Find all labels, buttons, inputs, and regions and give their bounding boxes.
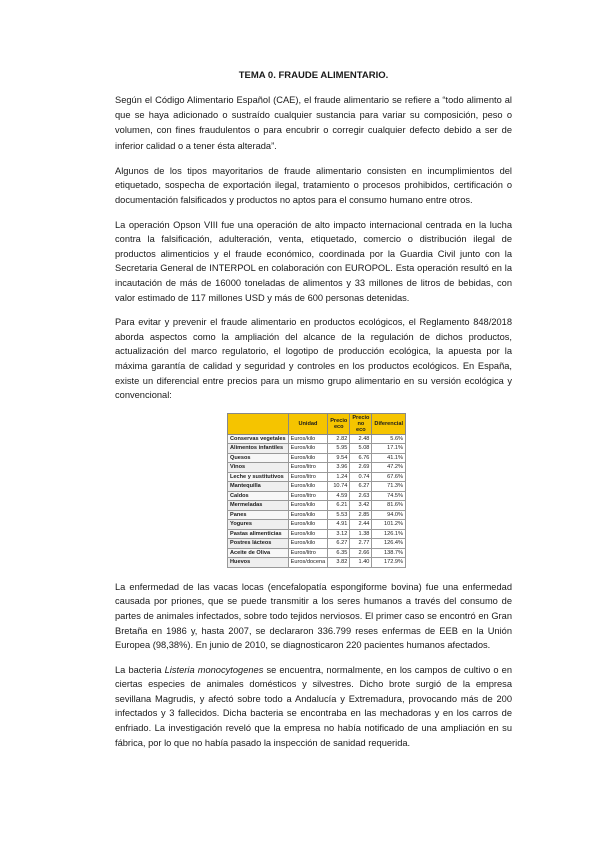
table-cell: Yogures [228,520,289,530]
table-row [228,548,406,558]
table-cell: Mermeladas [228,501,289,511]
table-cell: 2.77 [350,539,372,549]
table-row [228,529,406,539]
table-cell: 10.74 [328,482,350,492]
table-cell: Euros/kilo [288,482,328,492]
paragraph-definition: Según el Código Alimentario Español (CAE), el fraude alimentario se refiere a “todo alimento al que se haya adicionado o sustraído cualquier sustancia para variar su composición, peso o volumen, con fines fraudulentos o para encubrir o corregir cualquier defecto debido a ser de inferior calidad o a tener ésta alterada”. [115,95,512,151]
table-cell: Vinos [228,463,289,473]
paragraph-listeria [115,663,512,751]
table-cell: 6.27 [350,482,372,492]
table-cell: Euros/kilo [288,434,328,444]
table-cell: 17.1% [372,444,406,454]
table-cell: Euros/kilo [288,539,328,549]
table-cell: Panes [228,510,289,520]
table-body [228,434,406,567]
table-row [228,510,406,520]
table-row [228,463,406,473]
table-header-cell: Diferencial [372,413,406,434]
table-header-cell: Unidad [288,413,328,434]
table-cell: 172.9% [372,558,406,568]
table-cell: 2.69 [350,463,372,473]
table-header-cell: Precio eco [328,413,350,434]
table-cell: 3.12 [328,529,350,539]
table-cell: Euros/kilo [288,510,328,520]
table-cell: Euros/docena [288,558,328,568]
price-table-wrapper [227,413,402,568]
table-cell: 2.82 [328,434,350,444]
table-row [228,491,406,501]
table-cell: 67.6% [372,472,406,482]
table-row [228,434,406,444]
table-cell: Euros/litro [288,491,328,501]
table-cell: Leche y sustitutivos [228,472,289,482]
table-cell: 71.3% [372,482,406,492]
table-cell: 2.48 [350,434,372,444]
table-cell: 6.76 [350,453,372,463]
table-cell: 3.96 [328,463,350,473]
table-cell: 101.2% [372,520,406,530]
table-cell: 1.24 [328,472,350,482]
table-cell: Alimentos infantiles [228,444,289,454]
paragraph-types: Algunos de los tipos mayoritarios de fraude alimentario consisten en incumplimientos del etiquetado, sospecha de exportación ilegal, tratamiento o procesos prohibidos, certificación o documentación falsificados y productos no aptos para el consumo humano entre otros. [115,165,512,205]
table-cell: 3.82 [328,558,350,568]
table-cell: 4.59 [328,491,350,501]
paragraph-mad-cow: La enfermedad de las vacas locas (encefalopatía espongiforme bovina) fue una enfermedad causada por priones, que se puede transmitir a los seres humanos a través del consumo de partes de animales infectados, sobre todo tejidos nerviosos. El primer caso se encontró en Gran Bretaña en 1986 y, hasta 2007, se declararon 336.799 reses enfermas de EEB en la Unión Europea (98,38%). En junio de 2010, se diagnosticaron 220 pacientes humanos afectados. [115,581,512,651]
table-cell: 6.21 [328,501,350,511]
table-cell: Quesos [228,453,289,463]
table-row [228,444,406,454]
table-cell: Euros/kilo [288,444,328,454]
table-cell: 1.40 [350,558,372,568]
table-header-cell: Precio no eco [350,413,372,434]
table-cell: Euros/litro [288,463,328,473]
table-cell: 5.53 [328,510,350,520]
listeria-text-after: se encuentra, normalmente, en los campos de cultivo o en ciertas especies de animales domésticos y silvestres. Dicho brote surgió de la empresa sevillana Magrudis, y afectó sobre todo a Andalucía y Extremadura, provocando más de 200 infectados y 3 fallecidos. Dicha bacteria se encontraba en las mechadoras y en los carros de enfriado. La investigación reveló que la empresa no había notificado de una ampliación en su fábrica, por lo que no había pasado la inspección de sanidad requerida. [115,664,512,748]
table-cell: 1.38 [350,529,372,539]
page-title: TEMA 0. FRAUDE ALIMENTARIO. [238,70,389,81]
table-row [228,558,406,568]
table-cell: 47.2% [372,463,406,473]
table-row [228,501,406,511]
table-cell: 74.5% [372,491,406,501]
table-cell: 6.35 [328,548,350,558]
table-row [228,520,406,530]
table-cell: Caldos [228,491,289,501]
table-cell: 138.7% [372,548,406,558]
table-cell: 9.54 [328,453,350,463]
table-cell: Euros/litro [288,472,328,482]
table-cell: 5.95 [328,444,350,454]
table-cell: 4.91 [328,520,350,530]
paragraph-opson: La operación Opson VIII fue una operación de alto impacto internacional centrada en la lucha contra la falsificación, adulteración, venta, etiquetado, comercio o distribución ilegal de productos alimenticios y el fraude económico, coordinada por la Guardia Civil junto con la Secretaria General de INTERPOL en colaboración con EUROPOL. Esta operación resultó en la incautación de más de 16000 toneladas de alimentos y 33 millones de litros de bebidas, con valor estimado de 117 millones USD y más de 600 personas detenidas. [115,219,512,303]
table-cell: Pastas alimenticias [228,529,289,539]
table-cell: 2.44 [350,520,372,530]
table-cell: 6.27 [328,539,350,549]
table-cell: 94.0% [372,510,406,520]
table-cell: Euros/litro [288,548,328,558]
price-table [227,413,406,568]
table-cell: Euros/kilo [288,501,328,511]
table-cell: Conservas vegetales [228,434,289,444]
listeria-species-name: Listeria monocytogenes [164,664,264,675]
table-row [228,472,406,482]
table-row [228,482,406,492]
listeria-text-before: La bacteria [115,664,165,675]
table-cell: Postres lácteos [228,539,289,549]
table-cell: 126.4% [372,539,406,549]
table-cell: Aceite de Oliva [228,548,289,558]
table-cell: 5.08 [350,444,372,454]
table-cell: 3.42 [350,501,372,511]
table-cell: 2.85 [350,510,372,520]
table-cell: Mantequilla [228,482,289,492]
table-cell: 0.74 [350,472,372,482]
table-header-cell [228,413,289,434]
paragraph-regulation: Para evitar y prevenir el fraude alimentario en productos ecológicos, el Reglamento 848/2018 aborda aspectos como la ampliación del alcance de la regulación de dichos productos, actualización del marco regulatorio, el logotipo de producción ecológica, la apuesta por la máxima garantía de calidad y seguridad y controles en los productos ecológicos. En España, existe un diferencial entre precios para un mismo grupo alimentario en su versión ecológica y convencional: [115,317,512,401]
table-cell: 81.6% [372,501,406,511]
table-cell: 126.1% [372,529,406,539]
table-cell: Euros/kilo [288,529,328,539]
table-cell: 5.6% [372,434,406,444]
table-header-row [228,413,406,434]
table-cell: Euros/kilo [288,453,328,463]
table-row [228,539,406,549]
document-page [115,70,512,760]
table-cell: 2.63 [350,491,372,501]
table-cell: 41.1% [372,453,406,463]
table-cell: 2.66 [350,548,372,558]
table-cell: Euros/kilo [288,520,328,530]
table-row [228,453,406,463]
table-cell: Huevos [228,558,289,568]
